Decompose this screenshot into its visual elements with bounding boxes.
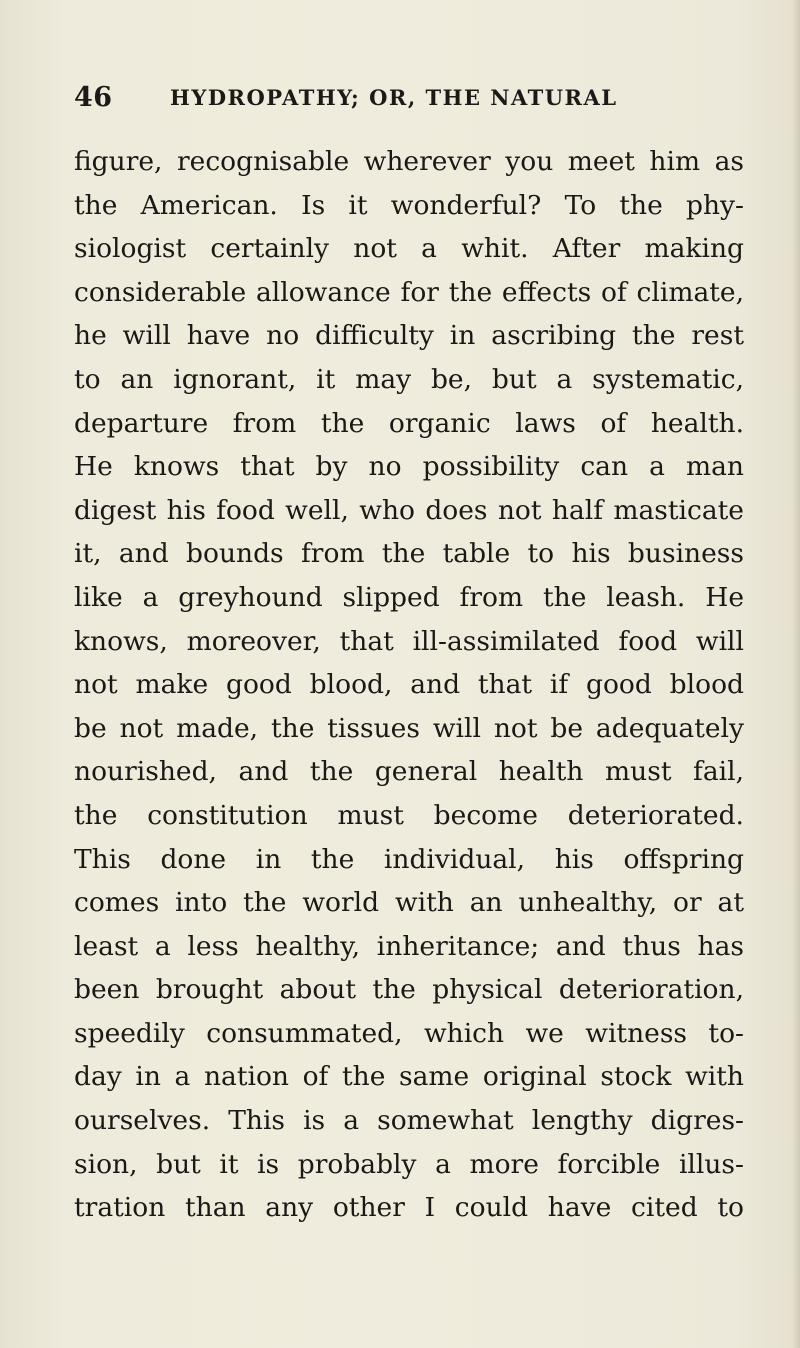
page-number: 46 [74, 82, 113, 113]
text-line: knows, moreover, that ill-assimilated food will [74, 625, 744, 657]
text-line: tration than any other I could have cited to [74, 1192, 744, 1224]
text-line: be not made, the tissues will not be adequately [74, 712, 744, 744]
text-line: to an ignorant, it may be, but a systematic, [74, 363, 744, 395]
text-line: figure, recognisable wherever you meet him as [74, 146, 744, 177]
text-line: nourished, and the general health must fail, [74, 756, 744, 788]
running-head: HYDROPATHY; OR, THE NATURAL [170, 85, 618, 110]
page-edge-shadow [792, 0, 800, 1348]
text-line: considerable allowance for the effects of climate, [74, 276, 744, 308]
text-line: siologist certainly not a whit. After making [74, 233, 744, 265]
text-line: least a less healthy, inheritance; and thus has [74, 930, 744, 962]
text-line: departure from the organic laws of health. [74, 407, 744, 439]
text-line: the American. Is it wonderful? To the phy- [74, 189, 744, 221]
text-line: He knows that by no possibility can a man [74, 451, 744, 483]
body-paragraph [74, 140, 744, 1230]
text-line: comes into the world with an unhealthy, or at [74, 887, 744, 919]
text-line: like a greyhound slipped from the leash. He [74, 581, 744, 613]
text-line: digest his food well, who does not half masticate [74, 494, 744, 526]
text-line: ourselves. This is a somewhat lengthy digres- [74, 1105, 744, 1137]
text-line: speedily consummated, which we witness to- [74, 1017, 744, 1049]
text-line: This done in the individual, his offspring [74, 843, 744, 875]
page-header [74, 82, 654, 122]
text-line: day in a nation of the same original stock with [74, 1061, 744, 1093]
text-line: he will have no difficulty in ascribing the rest [74, 320, 744, 352]
text-line: the constitution must become deteriorated. [74, 799, 744, 831]
text-line: been brought about the physical deterioration, [74, 974, 744, 1006]
text-line: it, and bounds from the table to his business [74, 538, 744, 570]
text-line: sion, but it is probably a more forcible illus- [74, 1148, 744, 1180]
text-line: not make good blood, and that if good blood [74, 669, 744, 701]
